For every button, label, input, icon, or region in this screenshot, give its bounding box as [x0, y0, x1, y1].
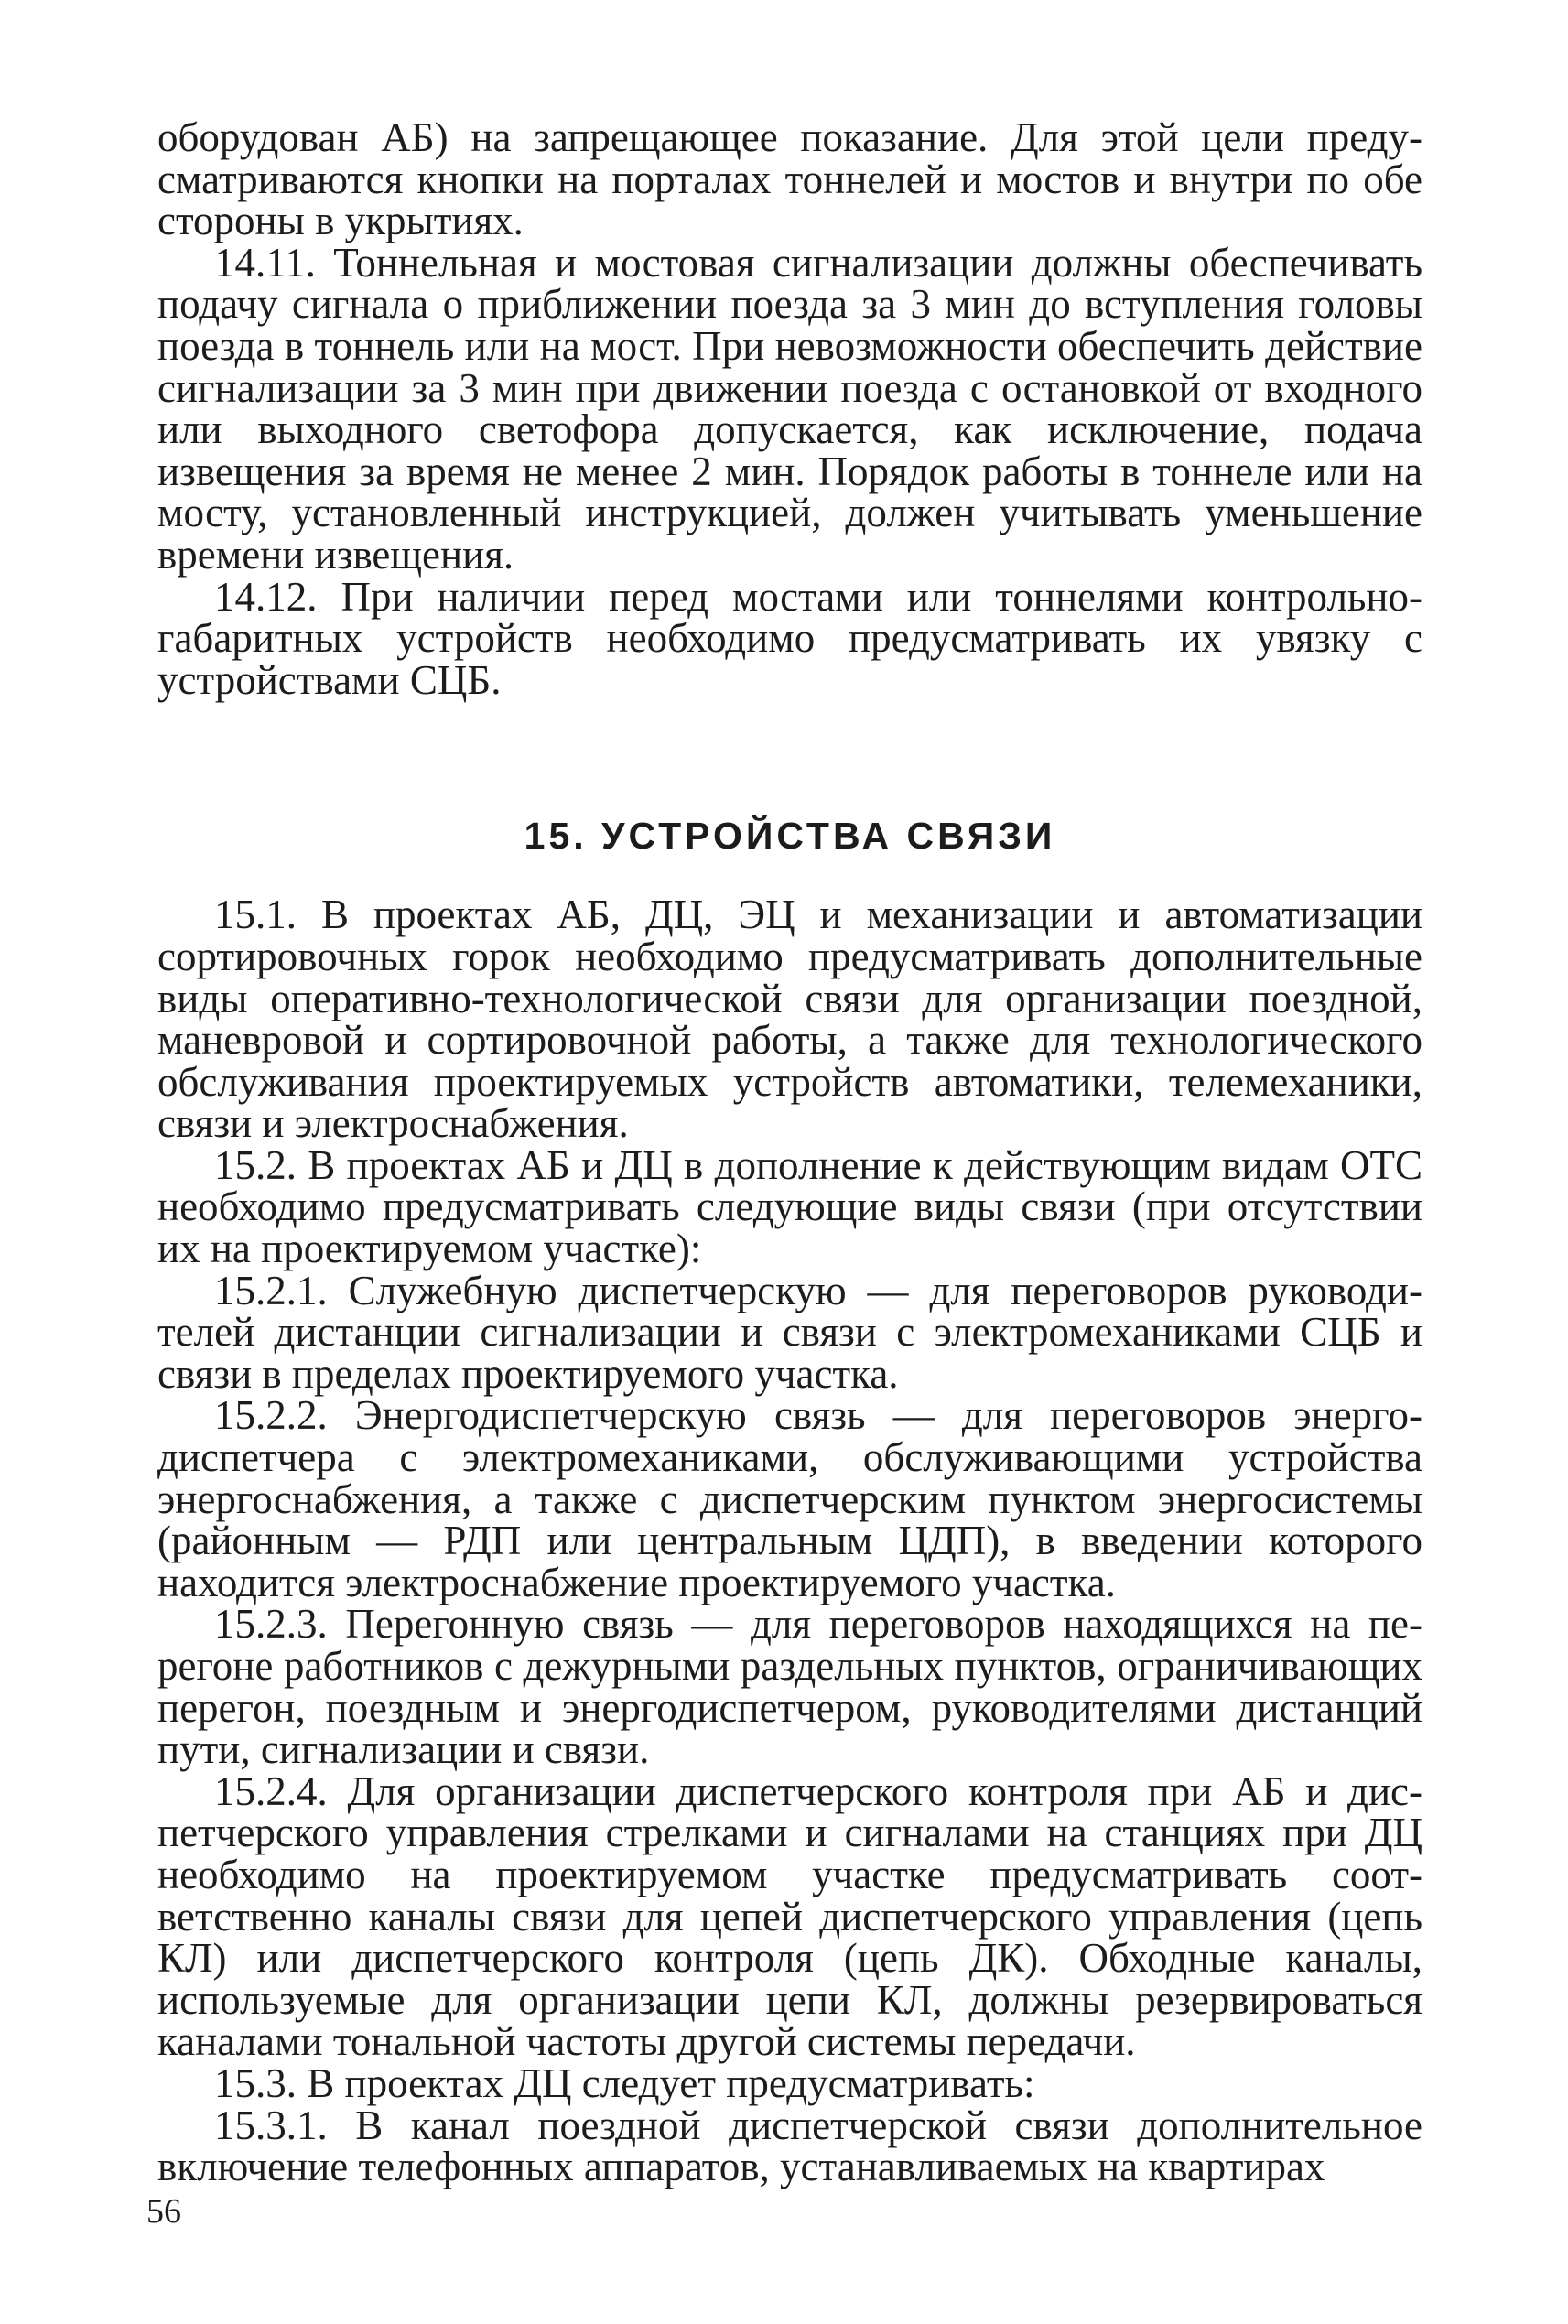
paragraph-14-12: 14.12. При наличии перед мостами или тоннелями контрольно-габаритных устройств необходимо предусматривать их увязку с устройствами СЦБ. [157, 573, 1422, 703]
paragraph-14-11: 14.11. Тоннельная и мостовая сигнализации должны обеспечивать подачу сигнала о приближении поезда за 3 мин до вступления головы поезда в тоннель или на мост. При невозможности обеспечить действие сигнализации за 3 мин при движении поезда с остановкой от входного или выходного светофора допускается, как исключение, подача извещения за время не менее 2 мин. Порядок работы в тоннеле или на мосту, установленный инструкцией, должен учитывать уменьшение времени извещения. [157, 239, 1422, 578]
paragraph-15-2-1: 15.2.1. Служебную диспетчерскую — для переговоров руководителей дистанции сигнализации и связи с электромеханиками СЦБ и связи в пределах проектируемого участка. [157, 1267, 1422, 1397]
page-number: 56 [146, 2192, 181, 2231]
paragraph-15-1: 15.1. В проектах АБ, ДЦ, ЭЦ и механизации и автоматизации сортировочных горок необходимо предусматривать дополнительные виды оперативно-технологической связи для организации поездной, маневровой и сортировочной работы, а также для технологического обслуживания проектируемых устройств автоматики, телемеханики, связи и электроснабжения. [157, 892, 1422, 1147]
paragraph-15-2: 15.2. В проектах АБ и ДЦ в дополнение к действующим видам ОТС необходимо предусматривать следующие виды связи (при отсутствии их на проектируемом участке): [157, 1141, 1422, 1272]
paragraph-continued: оборудован АБ) на запрещающее показание. Для этой цели предусматриваются кнопки на порталах тоннелей и мостов и внутри по обе стороны в укрытиях. [157, 114, 1422, 244]
page-body [157, 114, 1422, 2190]
section-heading: 15. УСТРОЙСТВА СВЯЗИ [524, 815, 1056, 858]
paragraph-15-3: 15.3. В проектах ДЦ следует предусматривать: [214, 2059, 1035, 2106]
paragraph-15-2-3: 15.2.3. Перегонную связь — для переговоров находящихся на перегоне работников с дежурными раздельных пунктов, ограничивающих перегон, поездным и энергодиспетчером, руководителями дистанций пути, сигнализации и связи. [157, 1601, 1422, 1773]
paragraph-15-2-2: 15.2.2. Энергодиспетчерскую связь — для переговоров энергодиспетчера с электромеханиками, обслуживающими устройства энергоснабжения, а также с диспетчерским пунктом энергосистемы (районным — РДП или центральным ЦДП), в введении которого находится электроснабжение проектируемого участка. [157, 1392, 1422, 1605]
paragraph-15-3-1: 15.3.1. В канал поездной диспетчерской связи дополнительное включение телефонных аппаратов, устанавливаемых на квартирах [157, 2102, 1422, 2190]
paragraph-15-2-4: 15.2.4. Для организации диспетчерского контроля при АБ и диспетчерского управления стрелками и сигналами на станциях при ДЦ необходимо на проектируемом участке предусматривать соответственно каналы связи для цепей диспетчерского управления (цепь КЛ) или диспетчерского контроля (цепь ДК). Обходные каналы, используемые для организации цепи КЛ, должны резервироваться каналами тональной частоты другой системы передачи. [157, 1767, 1422, 2065]
